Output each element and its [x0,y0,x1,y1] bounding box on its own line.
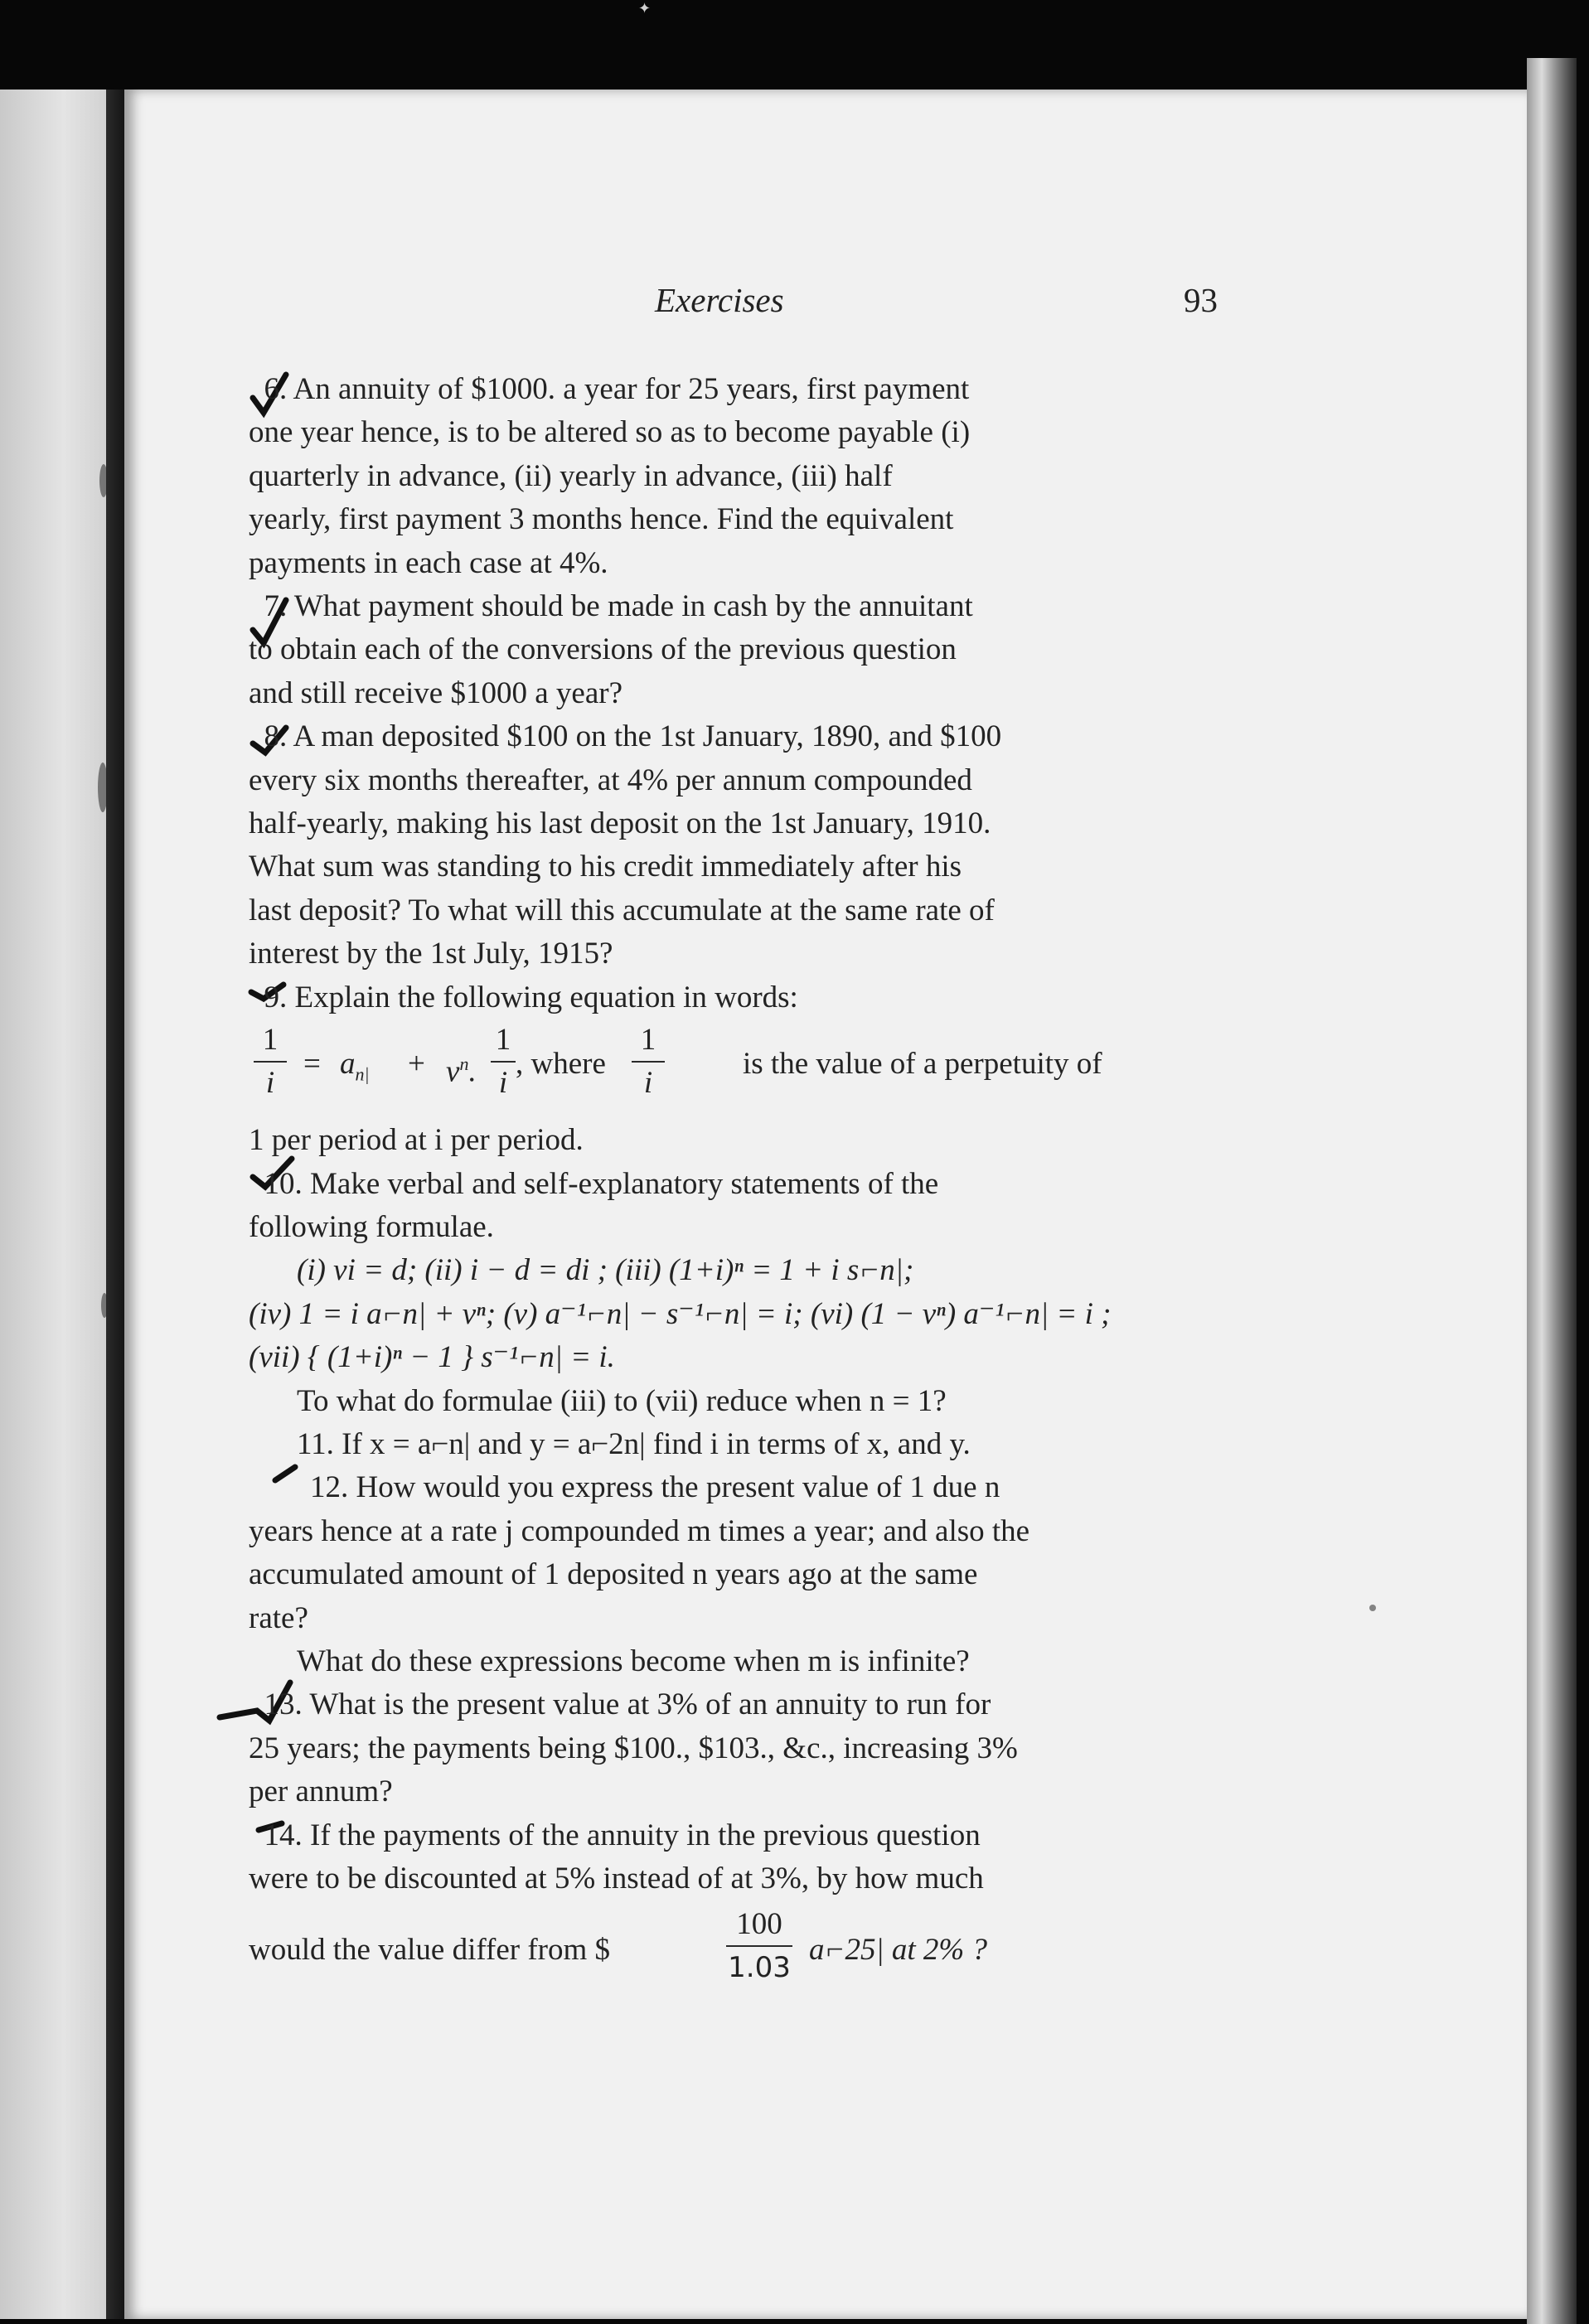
binding-mark: ✦ [638,0,652,17]
exercise-text-line: following formulae. [249,1209,494,1244]
exercise-text-line: interest by the 1st July, 1915? [249,937,613,971]
fraction-one-over-i: 1 i [491,1021,516,1102]
exercise-number: 10. [264,1166,303,1201]
exercise-9-intro [249,976,1243,1019]
margin-stain [101,1293,108,1318]
exercise-text-line: To what do formulae (iii) to (vii) reduce when n = 1? [297,1383,947,1418]
exercise-14 [249,1814,1243,1901]
exercise-11 [249,1423,1243,1466]
exercise-7 [249,585,1243,715]
margin-stain [99,464,108,497]
exercise-9-closing [249,1119,1243,1162]
formula-line: (vii) { (1+i)ⁿ − 1 } s⁻¹⌐n| = i. [249,1340,615,1375]
exercise-text-line: half-yearly, making his last deposit on the 1st January, 1910. [249,806,991,841]
formula-line: (i) vi = d; (ii) i − d = di ; (iii) (1+i)ⁿ = 1 + i s⌐n|; [297,1253,914,1288]
fraction-100-over-1-03: 100 1.03 [726,1905,792,1987]
exercise-9-equation: 1 i = $a_{n|}$ + $v^n$. 1 i , where 1 i is the value of a perpetuity of [249,1019,1243,1119]
exercise-text-line: rate? [249,1600,308,1635]
exercise-14-final-line: would the value differ from $ 100 1.03 a⌐25| at 2% ? [249,1900,1243,1992]
exercise-text-line: one year hence, is to be altered so as to become payable (i) [249,415,971,450]
formula-line: (iv) 1 = i a⌐n| + vⁿ; (v) a⁻¹⌐n| − s⁻¹⌐n| = i; (vi) (1 − vⁿ) a⁻¹⌐n| = i ; [249,1296,1112,1331]
exercise-text-line: 25 years; the payments being $100., $103., &c., increasing 3% [249,1731,1018,1765]
page-number: 93 [1184,281,1218,319]
exercise-text-line: last deposit? To what will this accumulate at the same rate of [249,893,995,927]
annuity-symbol: $a_{n|}$ [340,1047,370,1085]
exercise-6 [249,368,1243,585]
exercise-8 [249,715,1243,976]
exercise-number: 12. [310,1470,349,1505]
exercise-text-line: Explain the following equation in words: [294,980,798,1014]
exercise-text-line: A man deposited $100 on the 1st January, 1890, and $100 [293,719,1002,754]
exercise-text-line: payments in each case at 4%. [249,545,608,580]
exercise-10 [249,1163,1243,1423]
exercise-list [249,368,1243,1992]
exercise-text-line: What do these expressions become when m is infinite? [297,1644,970,1678]
exercise-text-line: and still receive $1000 a year? [249,675,623,710]
exercise-text-line: What payment should be made in cash by the annuitant [293,589,973,624]
exercise-number: 13. [264,1687,303,1722]
exercise-text-line: were to be discounted at 5% instead of at 3%, by how much [249,1862,984,1896]
exercise-text-line: to obtain each of the conversions of the previous question [249,632,957,667]
exercise-number: 9. [264,980,288,1014]
margin-stain [98,763,108,812]
running-head: Exercises [655,281,784,319]
fraction-one-over-i: 1 i [632,1021,665,1102]
exercise-13 [249,1683,1243,1813]
fraction-one-over-i: 1 i [254,1021,287,1102]
exercise-number: 7. [264,589,288,624]
exercise-text-line: years hence at a rate j compounded m times a year; and also the [249,1513,1030,1548]
exercise-text-line: If the payments of the annuity in the previous question [310,1818,981,1852]
exercise-text-line: yearly, first payment 3 months hence. Find the equivalent [249,502,954,537]
exercise-text-line: every six months thereafter, at 4% per annum compounded [249,763,972,797]
exercise-text-line: What is the present value at 3% of an annuity to run for [309,1687,991,1722]
exercise-12 [249,1466,1243,1683]
exercise-number: 14. [264,1818,303,1852]
exercise-text-line: per annum? [249,1774,393,1809]
exercise-number: 8. [264,719,288,754]
exercise-text-line: How would you express the present value of 1 due n [356,1470,1000,1505]
exercise-text-line: What sum was standing to his credit immediately after his [249,850,962,884]
exercise-text-line: An annuity of $1000. a year for 25 years, first payment [293,372,970,406]
exercise-number: 11. [297,1426,334,1461]
exercise-text-line: 1 per period at i per period. [249,1123,584,1158]
exercise-text-line: quarterly in advance, (ii) yearly in advance, (iii) half [249,458,893,493]
exercise-text-line: If x = a⌐n| and y = a⌐2n| find i in terms of x, and y. [342,1426,971,1461]
exercise-text-line: Make verbal and self-explanatory statements of the [310,1166,939,1201]
exercise-number: 6. [264,372,288,406]
exercise-text-line: accumulated amount of 1 deposited n years ago at the same [249,1557,978,1592]
speck [1369,1605,1376,1611]
